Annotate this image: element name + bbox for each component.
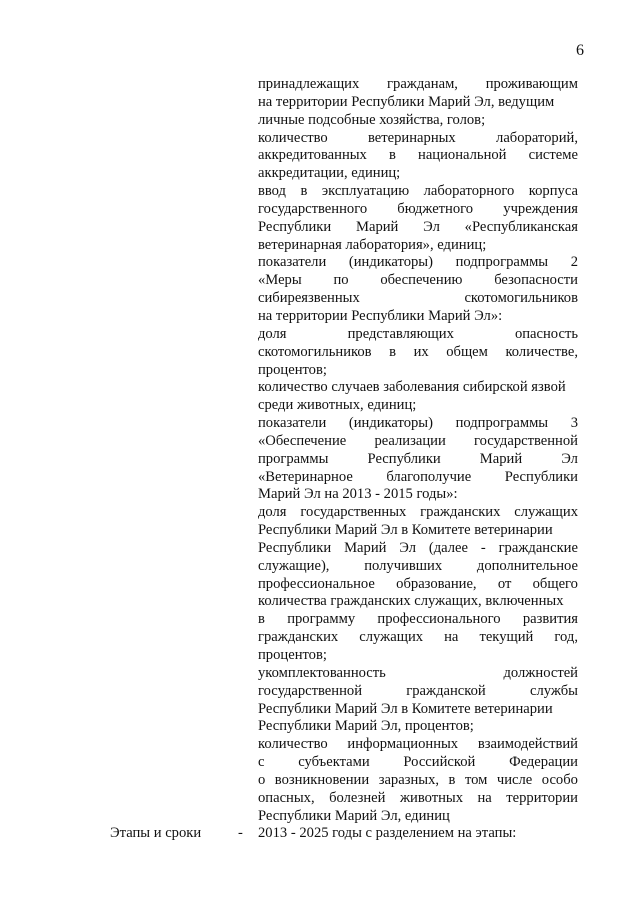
text-fragment: подпрограммы	[455, 415, 549, 432]
text-fragment: «Республиканская	[464, 218, 578, 235]
text-fragment: ввод	[258, 183, 286, 200]
text-fragment: системе	[528, 147, 578, 164]
text-line	[258, 165, 578, 183]
text-fragment: получивших	[364, 557, 443, 574]
text-fragment: гражданских	[258, 629, 339, 646]
text-fragment: на	[477, 789, 492, 806]
text-fragment: гражданам,	[387, 76, 458, 92]
text-fragment: программы	[258, 450, 329, 467]
text-fragment: дополнительное	[476, 557, 578, 574]
text-fragment: программу	[287, 611, 356, 628]
text-fragment: общего	[532, 575, 578, 592]
text-fragment: Республики	[504, 468, 578, 485]
text-line	[258, 683, 578, 701]
text-line	[258, 576, 578, 594]
text-line	[258, 451, 578, 469]
text-fragment: 3	[570, 415, 578, 432]
text-fragment: профессиональное	[258, 575, 375, 592]
text-fragment: лабораторий,	[496, 129, 578, 146]
text-fragment: гражданские	[498, 539, 578, 556]
text-fragment: «Меры	[258, 272, 302, 289]
text-fragment: на	[444, 629, 459, 646]
text-fragment: доля	[258, 325, 287, 342]
text-line	[258, 754, 578, 772]
text-fragment: укомплектованность	[258, 664, 386, 681]
text-fragment: Республики	[258, 539, 332, 556]
text-line	[258, 219, 578, 237]
text-fragment: скотомогильников	[464, 290, 578, 307]
text-fragment: количества гражданских служащих, включенных	[258, 593, 564, 610]
page-number: 6	[576, 42, 584, 59]
text-line	[258, 540, 578, 558]
text-line	[258, 647, 578, 665]
indicators-text-block	[258, 76, 578, 825]
text-line	[258, 433, 578, 451]
text-fragment: Марий	[356, 218, 399, 235]
text-fragment: Республики Марий Эл, единиц	[258, 807, 450, 824]
text-line	[258, 558, 578, 576]
text-fragment: Марий	[479, 450, 523, 467]
text-fragment: (далее	[428, 539, 468, 556]
text-fragment: Эл	[561, 450, 578, 467]
text-fragment: на территории Республики Марий Эл»:	[258, 307, 503, 324]
text-line	[258, 254, 578, 272]
text-fragment: процентов;	[258, 647, 327, 663]
text-fragment: гражданских	[420, 504, 501, 521]
text-fragment: заразных,	[378, 771, 440, 788]
text-fragment: в	[448, 771, 456, 788]
text-line	[258, 326, 578, 344]
text-line	[258, 397, 578, 415]
text-fragment: год,	[554, 629, 578, 646]
text-fragment: корпуса	[528, 183, 578, 200]
text-fragment: общем	[446, 343, 488, 360]
text-line	[258, 272, 578, 290]
text-fragment: взаимодействий	[477, 736, 578, 753]
text-fragment: реализации	[374, 432, 446, 449]
text-fragment: подпрограммы	[455, 254, 549, 271]
text-line	[258, 469, 578, 487]
text-fragment: Республики Марий Эл в Комитете ветеринарии	[258, 700, 553, 717]
text-fragment: по	[333, 272, 349, 289]
text-fragment: количестве,	[505, 343, 578, 360]
text-fragment: государственной	[258, 682, 363, 699]
text-line	[258, 112, 578, 130]
text-fragment: животных	[399, 789, 464, 806]
text-fragment: должностей	[503, 664, 578, 681]
text-fragment: «Обеспечение	[258, 432, 347, 449]
text-line	[258, 522, 578, 540]
text-fragment: сибиреязвенных	[258, 290, 360, 307]
text-line	[258, 379, 578, 397]
text-fragment: лабораторного	[423, 183, 515, 200]
text-fragment: в	[388, 147, 396, 164]
text-fragment: государственной	[473, 432, 578, 449]
text-line	[258, 504, 578, 522]
stages-and-terms-row	[0, 824, 639, 844]
text-line	[258, 201, 578, 219]
text-fragment: обеспечению	[380, 272, 463, 289]
text-fragment: учреждения	[503, 200, 578, 217]
text-fragment: Эл	[423, 218, 440, 235]
text-line	[258, 290, 578, 308]
text-line	[258, 362, 578, 380]
text-fragment: скотомогильников	[258, 343, 372, 360]
text-line	[258, 183, 578, 201]
text-line	[258, 486, 578, 504]
text-fragment: эксплуатацию	[321, 183, 410, 200]
text-fragment: ветеринарная лаборатория», единиц;	[258, 236, 487, 253]
text-fragment: Российской	[403, 754, 476, 771]
text-fragment: -	[480, 539, 486, 556]
text-line	[258, 665, 578, 683]
text-fragment: государственных	[300, 504, 407, 521]
text-line	[258, 808, 578, 826]
text-fragment: 2	[570, 254, 578, 271]
text-fragment: количество	[258, 736, 328, 753]
text-fragment: развития	[522, 611, 578, 628]
text-fragment: болезней	[329, 789, 386, 806]
text-fragment: гражданской	[406, 682, 486, 699]
text-fragment: о	[258, 771, 266, 788]
text-fragment: образование,	[396, 575, 477, 592]
text-fragment: Республики Марий Эл, процентов;	[258, 718, 474, 735]
text-line	[258, 629, 578, 647]
text-fragment: возникновении	[274, 771, 370, 788]
text-fragment: безопасности	[494, 272, 578, 289]
text-line	[258, 611, 578, 629]
text-fragment: Марий Эл на 2013 - 2015 годы»:	[258, 486, 458, 503]
text-fragment: в	[389, 343, 397, 360]
text-fragment: показатели	[258, 254, 327, 271]
text-fragment: Республики	[367, 450, 441, 467]
text-line	[258, 701, 578, 719]
text-line	[258, 76, 578, 94]
text-fragment: Федерации	[509, 754, 578, 771]
text-fragment: аккредитации, единиц;	[258, 165, 401, 182]
text-fragment: служащих	[359, 629, 424, 646]
text-fragment: субъектами	[298, 754, 370, 771]
text-fragment: количество случаев заболевания сибирской язвой	[258, 379, 566, 396]
text-line	[258, 736, 578, 754]
text-fragment: принадлежащих	[258, 76, 360, 92]
text-line	[258, 344, 578, 362]
text-fragment: (индикаторы)	[348, 254, 433, 271]
stages-and-terms-value: 2013 - 2025 годы с разделением на этапы:	[258, 825, 517, 841]
text-line	[258, 772, 578, 790]
text-line	[258, 790, 578, 808]
text-line	[258, 94, 578, 112]
text-fragment: благополучие	[386, 468, 472, 485]
text-fragment: «Ветеринарное	[258, 468, 353, 485]
text-fragment: Республики Марий Эл в Комитете ветеринарии	[258, 522, 553, 539]
text-fragment: от	[497, 575, 512, 592]
text-fragment: доля	[258, 504, 287, 521]
text-fragment: бюджетного	[397, 200, 474, 217]
text-fragment: Республики	[258, 218, 332, 235]
text-fragment: числе	[496, 771, 533, 788]
text-fragment: их	[413, 343, 429, 360]
text-fragment: служащих	[514, 504, 578, 521]
text-line	[258, 718, 578, 736]
text-fragment: показатели	[258, 415, 327, 432]
text-line	[258, 415, 578, 433]
text-fragment: на территории Республики Марий Эл, ведущим	[258, 93, 555, 110]
text-fragment: в	[300, 183, 308, 200]
text-fragment: личные подсобные хозяйства, голов;	[258, 111, 486, 128]
text-fragment: Эл	[399, 539, 417, 556]
text-fragment: с	[258, 754, 265, 771]
text-fragment: количество	[258, 129, 328, 146]
text-fragment: в	[258, 611, 265, 628]
text-fragment: представляющих	[347, 325, 454, 342]
text-fragment: Марий	[344, 539, 387, 556]
text-fragment: профессионального	[377, 611, 501, 628]
text-fragment: государственного	[258, 200, 368, 217]
text-line	[258, 147, 578, 165]
text-fragment: ветеринарных	[367, 129, 456, 146]
text-fragment: национальной	[418, 147, 507, 164]
text-fragment: том	[464, 771, 488, 788]
text-line	[258, 237, 578, 255]
text-fragment: проживающим	[485, 76, 578, 92]
text-fragment: информационных	[347, 736, 459, 753]
text-fragment: опасных,	[258, 789, 315, 806]
text-line	[258, 593, 578, 611]
text-line	[258, 308, 578, 326]
text-fragment: (индикаторы)	[348, 415, 433, 432]
text-fragment: служащие),	[258, 557, 330, 574]
text-fragment: особо	[541, 771, 578, 788]
text-fragment: территории	[506, 789, 578, 806]
text-line	[258, 130, 578, 148]
stages-and-terms-dash: -	[238, 825, 243, 841]
text-fragment: опасность	[514, 325, 578, 342]
text-fragment: среди животных, единиц;	[258, 397, 417, 414]
stages-and-terms-label: Этапы и сроки	[110, 825, 202, 841]
text-fragment: процентов;	[258, 361, 327, 378]
text-fragment: текущий	[479, 629, 534, 646]
text-fragment: аккредитованных	[258, 147, 367, 164]
text-fragment: службы	[529, 682, 578, 699]
